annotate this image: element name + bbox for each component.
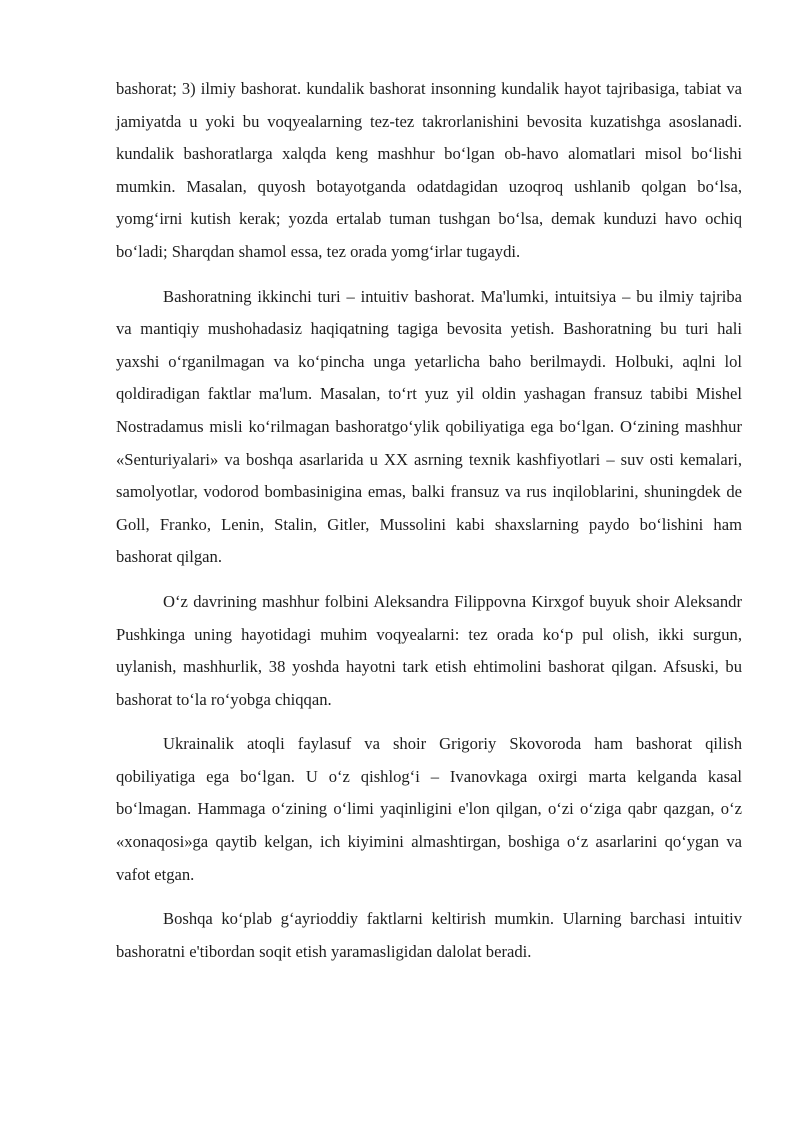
paragraph-2: Bashoratning ikkinchi turi – intuitiv bashorat. Ma'lumki, intuitsiya – bu ilmiy tajriba va mantiqiy mushohadasiz haqiqatning tagiga bevosita yetish. Bashoratning bu turi hali yaxshi o‘rganilmagan va ko‘pincha unga yetarlicha baho berilmaydi. Holbuki, aqlni lol qoldiradigan faktlar ma'lum. Masalan, to‘rt yuz yil oldin yashagan fransuz tabibi Mishel Nostradamus misli ko‘rilmagan bashoratgo‘ylik qobiliyatiga ega bo‘lgan. O‘zining mashhur «Senturiyalari» va boshqa asarlarida u XX asrning texnik kashfiyotlari – suv osti kemalari, samolyotlar, vodorod bombasinigina emas, balki fransuz va rus inqiloblarini, shuningdek de Goll, Franko, Lenin, Stalin, Gitler, Mussolini kabi shaxslarning paydo bo‘lishini ham bashorat qilgan. bbox=[116, 286, 742, 567]
paragraph-3: O‘z davrining mashhur folbini Aleksandra Filippovna Kirxgof buyuk shoir Aleksandr Pushkinga uning hayotidagi muhim voqyealarni: tez orada ko‘p pul olish, ikki surgun, uylanish, mashhurlik, 38 yoshda hayotni tark etish ehtimolini bashorat qilgan. Afsuski, bu bashorat to‘la ro‘yobga chiqqan. bbox=[116, 591, 742, 709]
paragraph-4: Ukrainalik atoqli faylasuf va shoir Grigoriy Skovoroda ham bashorat qilish qobiliyatiga ega bo‘lgan. U o‘z qishlog‘i – Ivanovkaga oxirgi marta kelganda kasal bo‘lmagan. Hammaga o‘zining o‘limi yaqinligini e'lon qilgan, o‘zi o‘ziga qabr qazgan, o‘z «xonaqosi»ga qaytib kelgan, ich kiyimini almashtirgan, boshiga o‘z asarlarini qo‘ygan va vafot etgan. bbox=[116, 734, 742, 884]
paragraph-5: Boshqa ko‘plab g‘ayrioddiy faktlarni keltirish mumkin. Ularning barchasi intuitiv bashoratni e'tibordan soqit etish yaramasligidan dalolat beradi. bbox=[116, 909, 742, 961]
paragraph-1: bashorat; 3) ilmiy bashorat. kundalik bashorat insonning kundalik hayot tajribasiga, tabiat va jamiyatda u yoki bu voqyealarning tez-tez takrorlanishini bevosita kuzatishga asoslanadi. kundalik bashoratlarga xalqda keng mashhur bo‘lgan ob-havo alomatlari misol bo‘lishi mumkin. Masalan, quyosh botayotganda odatdagidan uzoqroq ushlanib qolgan bo‘lsa, yomg‘irni kutish kerak; yozda ertalab tuman tushgan bo‘lsa, demak kunduzi havo ochiq bo‘ladi; Sharqdan shamol essa, tez orada yomg‘irlar tugaydi. bbox=[116, 79, 742, 261]
document-page bbox=[116, 73, 742, 980]
